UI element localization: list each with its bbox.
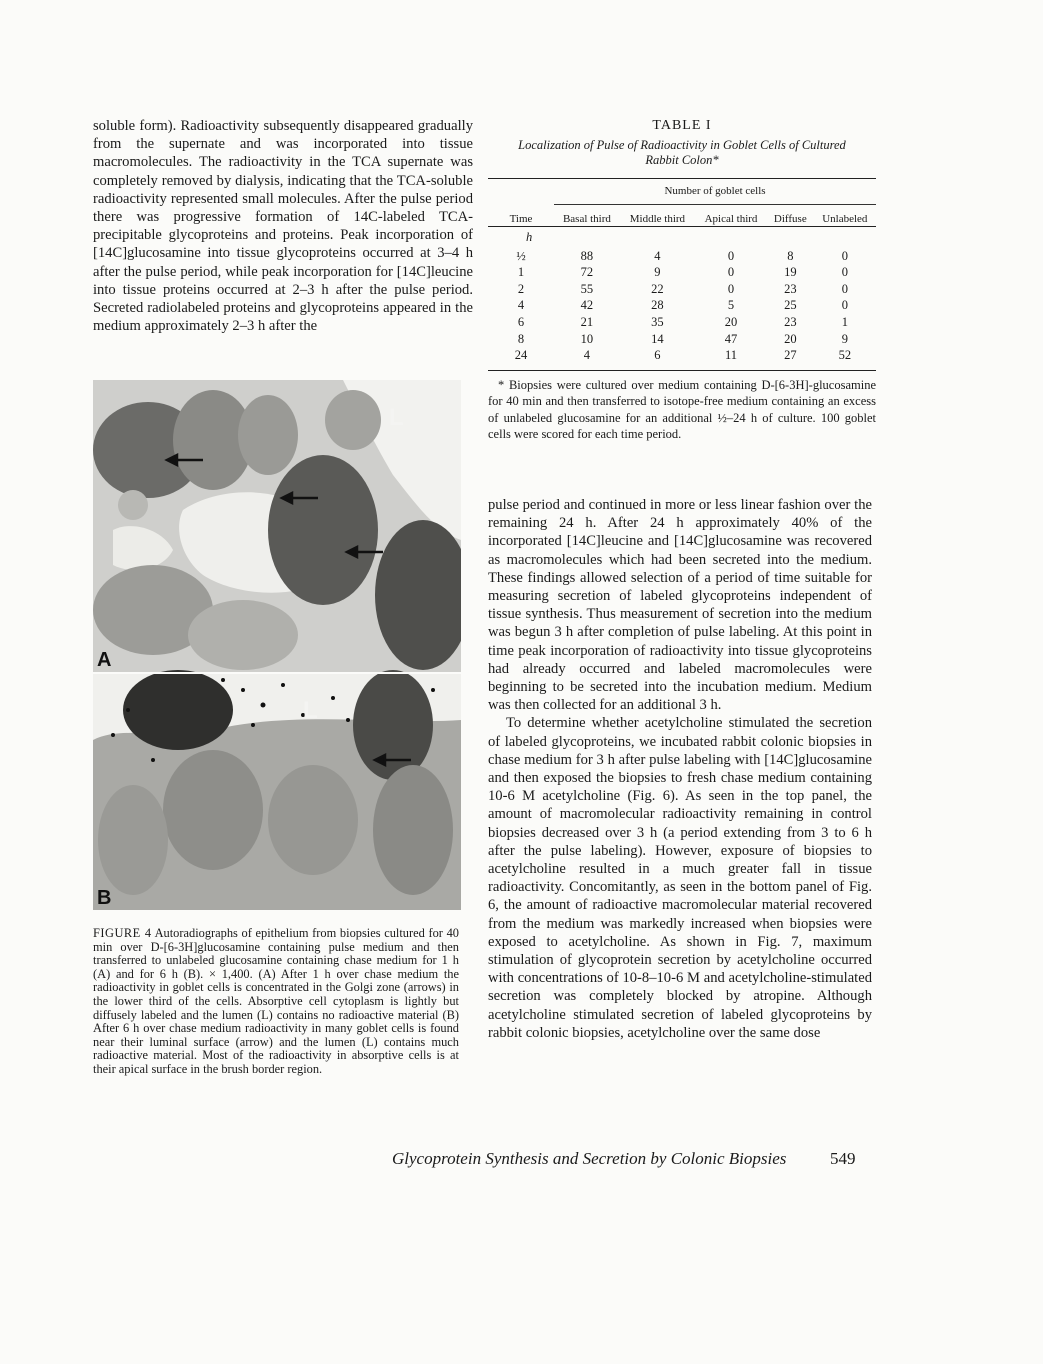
- table-cell: 72: [580, 265, 594, 280]
- table-cell: 5: [727, 298, 735, 313]
- table-cell: 11: [724, 348, 738, 363]
- col-header: Diffuse: [773, 213, 807, 225]
- panel-label-a: A: [97, 649, 112, 671]
- table-cell: 0: [727, 248, 735, 263]
- table-cell: 8: [517, 331, 525, 346]
- table-cell: 6: [654, 348, 661, 363]
- table-cell: 35: [651, 314, 664, 329]
- table-cell: 23: [784, 314, 797, 329]
- table-cell: 0: [841, 248, 848, 263]
- table-cell: 1: [517, 265, 525, 280]
- table-cell: 1: [841, 314, 848, 329]
- table-cell: 10: [580, 331, 594, 346]
- table-cell: 52: [838, 348, 852, 363]
- table-cell: 0: [841, 265, 848, 280]
- table-cell: 4: [654, 248, 661, 263]
- table-cell: 55: [580, 281, 594, 296]
- table-cell: 21: [580, 314, 594, 329]
- table-footnote: * Biopsies were cultured over medium containing D-[6-3H]-glucosamine for 40 min and then transferred to isotope-free medium containing an excess of unlabeled glucosamine for an additional ½–24 h of culture. 100 goblet cells were scored for each time period.: [488, 377, 876, 441]
- table-cell: 23: [784, 281, 797, 296]
- col-header: Apical third: [704, 213, 758, 225]
- table-cell: 9: [654, 265, 661, 280]
- page-number: 549: [830, 1149, 856, 1168]
- right-column-text: [488, 496, 872, 1136]
- table-title: TABLE I: [652, 118, 712, 133]
- col-header: Middle third: [629, 213, 686, 225]
- goblet-cell-table: [488, 178, 876, 371]
- table-cell: 14: [651, 331, 664, 346]
- table-cell: 22: [651, 281, 664, 296]
- table-cell: 20: [784, 331, 797, 346]
- table-1: [488, 118, 876, 442]
- table-cell: 24: [514, 348, 528, 363]
- table-row: [488, 297, 876, 314]
- table-cell: 42: [580, 298, 594, 313]
- unit-label: h: [526, 230, 533, 244]
- table-cell: 25: [784, 298, 797, 313]
- table-row: [488, 314, 876, 331]
- table-cell: ½: [516, 248, 526, 263]
- table-row: [488, 347, 876, 370]
- figure-caption: [93, 927, 459, 1077]
- panel-label-b: B: [97, 887, 112, 909]
- table-row: [488, 264, 876, 281]
- spanner-header: Number of goblet cells: [554, 179, 876, 205]
- table-cell: 2: [517, 281, 525, 296]
- table-cell: 0: [841, 281, 848, 296]
- table-cell: 0: [841, 298, 848, 313]
- figure-4-micrograph: [93, 380, 461, 910]
- table-cell: 4: [583, 348, 591, 363]
- table-row: [488, 331, 876, 348]
- table-cell: 8: [787, 248, 794, 263]
- time-header: Time: [509, 213, 533, 225]
- paragraph: pulse period and continued in more or less linear fashion over the remaining 24 h. After 24 h approximately 40% of the incorporated [14C]leucine and [14C]glucosamine was recovered as macromolecules which had been secreted into the medium. These findings allowed selection of a period of time suitable for measuring secretion of labeled glycoproteins independent of tissue synthesis. Thus measurement of secretion into the medium was begun 3 h after completion of pulse labeling. At this point in time peak incorporation of radioactivity into tissue glycoproteins had already occurred and labeled macromolecules were beginning to be secreted into the incubation medium. Medium was then collected for an additional 3 h.: [488, 497, 872, 714]
- table-cell: 9: [841, 331, 848, 346]
- table-cell: 4: [517, 298, 525, 313]
- table-cell: 0: [727, 281, 735, 296]
- table-cell: 47: [724, 331, 738, 346]
- table-cell: 88: [580, 248, 594, 263]
- figure-caption-label: FIGURE 4: [93, 926, 152, 940]
- table-cell: 27: [784, 348, 797, 363]
- table-cell: 19: [784, 265, 797, 280]
- table-row: [488, 248, 876, 265]
- table-caption: Localization of Pulse of Radioactivity in Goblet Cells of Cultured Rabbit Colon*: [518, 138, 846, 167]
- table-cell: 6: [517, 314, 525, 329]
- micrograph-illustration: [93, 380, 461, 910]
- lumen-label-b: L: [303, 697, 318, 724]
- paragraph: To determine whether acetylcholine stimulated the secretion of labeled glycoproteins, we incubated rabbit colonic biopsies in chase medium for 3 h after pulse labeling with [14C]glucosamine and then exposed the biopsies to fresh chase medium containing 10-6 M acetylcholine (Fig. 6). As seen in the top panel, the amount of macromolecular radioactivity remaining in control biopsies decreased over 3 h (a period extending from 3 to 6 h after the pulse labeling). However, exposure of biopsies to acetylcholine resulted in a much greater fall in tissue radioactivity. Concomitantly, as seen in the bottom panel of Fig. 6, the amount of radioactive macromolecular material recovered from the medium was markedly increased when biopsies were exposed to acetylcholine. As shown in Fig. 7, maximum stimulation of glycoprotein secretion by acetylcholine occurred with concentrations of 10-8–10-6 M and acetylcholine-stimulated secretion was completely blocked by atropine. Although acetylcholine stimulated secretion of labeled glycoproteins by rabbit colonic biopsies, acetylcholine over the same dose: [488, 715, 872, 1041]
- left-column-text: soluble form). Radioactivity subsequently disappeared gradually from the supernate and was incorporated into tissue macromolecules. The radioactivity in the TCA supernate was completely removed by dialysis, indicating that the TCA-soluble radioactivity represented small molecules. After the pulse period there was progressive formation of 14C-labeled TCA-precipitable glycoproteins and proteins. Peak incorporation of [14C]glucosamine into tissue glycoproteins occurred at 3–4 h after the pulse period, while peak incorporation for [14C]leucine into tissue proteins occurred at 2–3 h after the pulse period. Secreted radiolabeled proteins and glycoproteins appeared in the medium approximately 2–3 h after the: [93, 118, 473, 335]
- table-row: [488, 281, 876, 298]
- table-cell: 0: [727, 265, 735, 280]
- figure-caption-text: Autoradiographs of epithelium from biopsies cultured for 40 min over D-[6-3H]glucosamine containing pulse medium and then transferred to unlabeled glucosamine containing chase medium for 1 h (A) and for 6 h (B). × 1,400. (A) After 1 h over chase medium the radioactivity in goblet cells is concentrated in the Golgi zone (arrows) in the lower third of the cells. Absorptive cell cytoplasm is lightly but diffusely labeled and the lumen (L) contains no radioactive material (B) After 6 h over chase medium radioactivity in many goblet cells is found near their luminal surface (arrow) and the lumen (L) contains much radioactive material. Most of the radioactivity in absorptive cells is at their apical surface in the brush border region.: [93, 926, 459, 1076]
- running-title: Glycoprotein Synthesis and Secretion by Colonic Biopsies: [392, 1149, 787, 1168]
- table-cell: 28: [651, 298, 664, 313]
- col-header: Basal third: [562, 213, 611, 225]
- table-cell: 20: [724, 314, 738, 329]
- lumen-label-a: L: [389, 404, 404, 431]
- col-header: Unlabeled: [822, 213, 868, 225]
